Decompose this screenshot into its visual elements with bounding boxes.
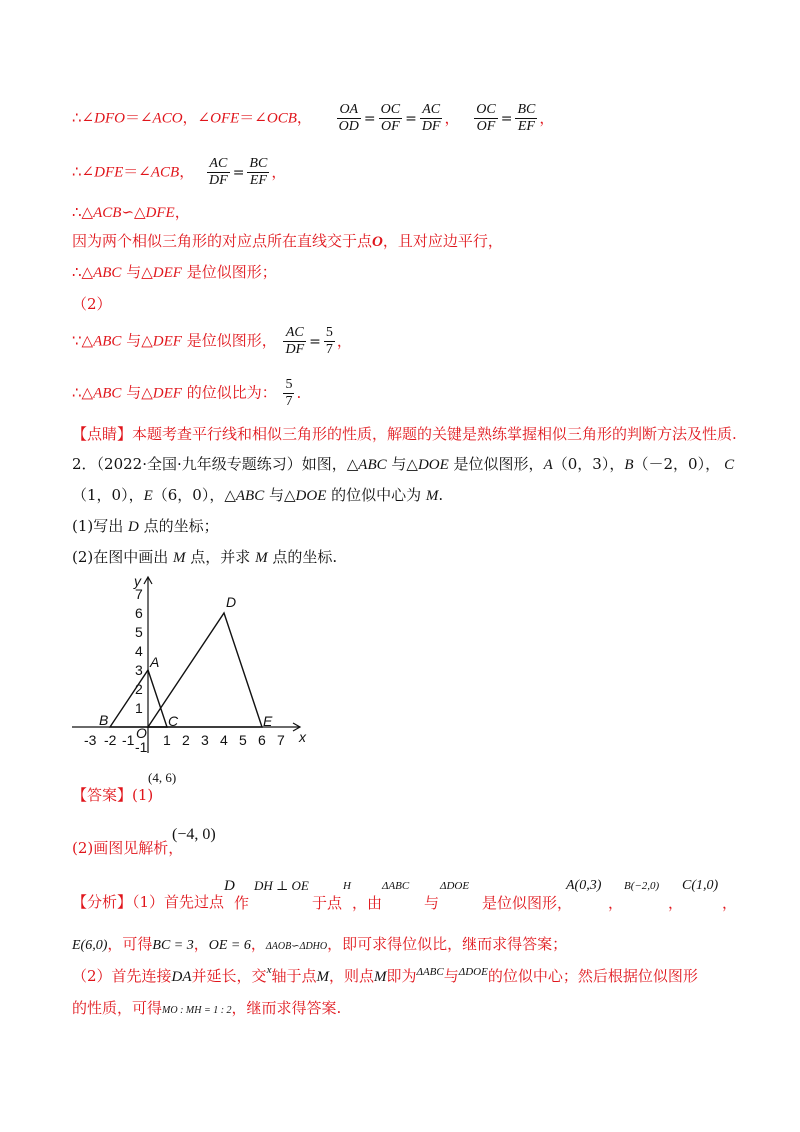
y-tick-label: 7 <box>135 586 143 602</box>
x-tick-label: -3 <box>84 732 97 748</box>
question-part-2: (2)在图中画出 M 点，并求 M 点的坐标. <box>72 548 338 566</box>
text: ＝∠ <box>239 108 267 127</box>
fraction-chain: $\frac{AC}{DF}$ = $\frac{5}{7}$ ， <box>285 325 352 357</box>
fraction: $\frac{OC}{OF}$ <box>380 102 401 134</box>
math-perpendicular: DH ⊥ OE <box>254 878 309 893</box>
text: ＝∠ <box>124 108 153 127</box>
analysis-line-4: 的性质，可得MO : MH = 1 : 2，继而求得答案. <box>72 999 342 1017</box>
x-tick-label: 4 <box>220 732 228 748</box>
origin-label: O <box>136 725 147 741</box>
x-tick-label: 2 <box>182 732 190 748</box>
triangle-abc <box>110 670 167 727</box>
fraction-chain: $\frac{5}{7}$ . <box>285 377 302 409</box>
x-axis-label: x <box>299 729 306 745</box>
y-tick-label: 5 <box>135 624 143 640</box>
point-label-a: A <box>150 654 160 670</box>
text: ， <box>668 894 684 912</box>
point-label-e: E <box>263 713 273 729</box>
point-label-c: C <box>168 713 179 729</box>
text: 与 <box>424 894 440 912</box>
analysis-line-1: 【分析】（1）首先过点 <box>72 893 225 911</box>
text: DFO <box>94 110 125 127</box>
proof-line-3: ∴△ACB∽△DFE， <box>72 203 190 221</box>
point-label-d: D <box>226 594 237 610</box>
text: ， <box>722 894 738 912</box>
fraction-chain: $\frac{AC}{DF}$ = $\frac{BC}{EF}$ ， <box>209 156 287 188</box>
y-tick-label: 1 <box>135 700 143 716</box>
proof-line-8: ∴△ABC 与△DEF 的位似比为： $\frac{5}{7}$ . <box>72 377 302 409</box>
text: ， <box>296 108 312 127</box>
fraction-chain: $\frac{OA}{OD}$ = $\frac{OC}{OF}$ = $\frac{AC}{DF}$ ， $\frac{OC}{OF}$ = $\frac{BC}{EF}$ ， <box>338 102 555 134</box>
text: ACO <box>152 110 183 127</box>
fraction: $\frac{AC}{DF}$ <box>209 156 228 188</box>
text: ，∠ <box>182 108 211 127</box>
x-tick-label: 7 <box>277 732 285 748</box>
fraction: $\frac{OC}{OF}$ <box>476 102 496 134</box>
fraction: $\frac{BC}{EF}$ <box>249 156 268 188</box>
text: OCB <box>266 110 297 127</box>
proof-line-1 <box>72 102 554 135</box>
analysis-line-3: （2）首先连接DA并延长，交$^x$轴于点M，则点M即为$^{\Delta ABC}$与$^{\Delta DOE}$的位似中心；然后根据位似图形 <box>72 964 698 985</box>
math-abc: ΔABC <box>382 880 410 892</box>
text: ∴∠ <box>72 108 95 127</box>
analysis-line-2: E(6,0)，可得BC = 3，OE = 6，ΔAOB∽ΔDHO，即可求得位似比，继而求得答案； <box>72 935 568 953</box>
fraction: $\frac{5}{7}$ <box>285 377 293 409</box>
math-h: H <box>343 880 351 892</box>
math-d: D <box>224 878 235 894</box>
y-tick-label: 2 <box>135 681 143 697</box>
x-tick-label: 1 <box>163 732 171 748</box>
answer-value-1: (4, 6) <box>148 770 177 785</box>
fraction: $\frac{AC}{DF}$ <box>421 102 441 134</box>
proof-line-4: 因为两个相似三角形的对应点所在直线交于点O，且对应边平行， <box>72 232 503 250</box>
text: 于点 <box>312 894 343 912</box>
proof-line-7: ∵△ABC 与△DEF 是位似图形， $\frac{AC}{DF}$ = $\frac{5}{7}$ ， <box>72 325 352 357</box>
proof-line-5: ∴△ABC 与△DEF 是位似图形； <box>72 263 277 281</box>
x-tick-label: 5 <box>239 732 247 748</box>
y-tick-label: 3 <box>135 662 143 678</box>
question-line-2: （1，0），E（6，0），△ABC 与△DOE 的位似中心为 M. <box>72 486 444 504</box>
text: ， <box>608 894 624 912</box>
x-tick-label: -2 <box>104 732 117 748</box>
answer-value-2: (−4, 0) <box>172 826 216 843</box>
key-point-note: 【点睛】本题考查平行线和相似三角形的性质，解题的关键是熟练掌握相似三角形的判断方法及性质. <box>72 425 737 443</box>
y-tick-label: 6 <box>135 605 143 621</box>
question-line-1: 2．（2022·全国·九年级专题练习）如图，△ABC 与△DOE 是位似图形，A（0，3），B（－2，0）， C <box>72 455 735 473</box>
question-part-1: (1)写出 D 点的坐标； <box>72 517 219 535</box>
math-point-c: C(1,0) <box>682 878 719 893</box>
point-label-b: B <box>99 712 109 728</box>
x-tick-label: 6 <box>258 732 266 748</box>
text: OFE <box>210 110 240 127</box>
math-point-b: B(−2,0) <box>624 880 660 892</box>
fraction: $\frac{AC}{DF}$ <box>285 325 305 357</box>
proof-line-6: （2） <box>72 295 112 313</box>
proof-line-2: ∴∠DFE＝∠ACB， $\frac{AC}{DF}$ = $\frac{BC}{EF}$ ， <box>72 156 287 188</box>
text: ，由 <box>352 894 383 912</box>
text: 作 <box>234 894 250 912</box>
y-axis-label: y <box>134 575 141 589</box>
math-doe: ΔDOE <box>440 880 470 892</box>
triangle-doe <box>148 613 262 727</box>
answer-part-1: 【答案】(1) <box>72 786 154 804</box>
x-tick-label: -1 <box>122 732 135 748</box>
x-tick-label: 3 <box>201 732 209 748</box>
answer-part-2: (2)画图见解析， <box>72 839 184 857</box>
coordinate-graph <box>72 575 312 755</box>
y-tick-label: -1 <box>135 739 148 755</box>
fraction: $\frac{OA}{OD}$ <box>338 102 359 134</box>
math-point-a: A(0,3) <box>566 878 602 893</box>
y-tick-label: 4 <box>135 643 143 659</box>
fraction: $\frac{5}{7}$ <box>325 325 333 357</box>
fraction: $\frac{BC}{EF}$ <box>517 102 536 134</box>
text: 是位似图形， <box>482 894 573 912</box>
